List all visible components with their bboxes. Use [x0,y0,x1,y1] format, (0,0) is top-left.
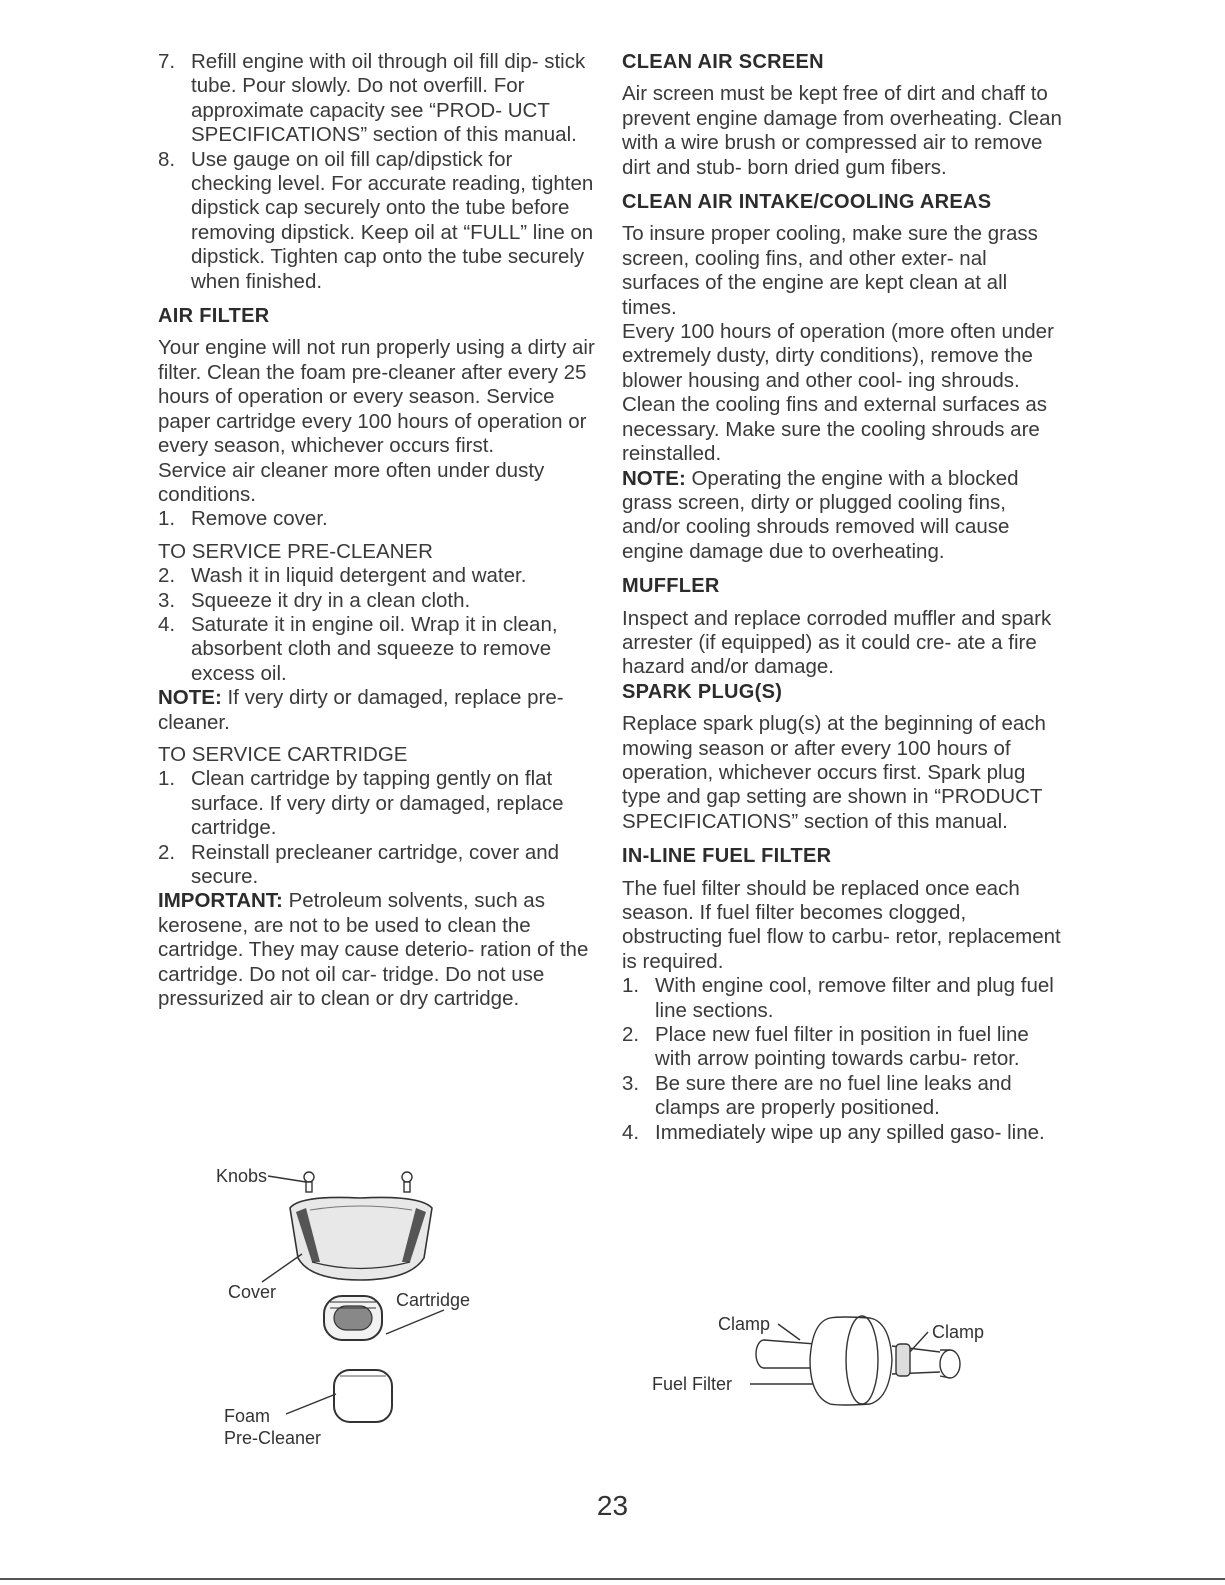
cover-leader-line [262,1254,302,1282]
cartridge-heading: TO SERVICE CARTRIDGE [158,742,408,766]
foam-leader-line [286,1394,336,1414]
intake-cooling-heading: CLEAN AIR INTAKE/COOLING AREAS [622,191,992,214]
spark-plug-heading: SPARK PLUG(S) [622,680,783,703]
note-label: NOTE: [158,686,222,710]
foam-pre-cleaner-icon [334,1370,392,1422]
step-text: Use gauge on oil fill cap/dipstick for checking level. For accurate reading, tighten dipstick cap securely onto the tube before removing dipstick. Keep oil at “FULL” line on dipstick. Tighten cap onto the tube securely when finished. [191,147,594,293]
note-text: Operating the engine with a blocked grass screen, dirty or plugged cooling fins, and/or cooling shrouds removed will cause engine damage due to overheating. [622,466,1019,563]
air-filter-heading: AIR FILTER [158,305,270,328]
step-number: 1. [158,767,176,791]
pre-cleaner-heading: TO SERVICE PRE-CLEANER [158,539,433,563]
oil-step-8 [158,148,598,294]
fuel-step-4 [622,1121,1067,1145]
bottom-rule [0,1578,1225,1580]
fuel-filter-heading: IN-LINE FUEL FILTER [622,845,832,868]
step-number: 2. [158,840,176,864]
spark-plug-paragraph: Replace spark plug(s) at the beginning of each mowing season or after every 100 hours of operation, whichever occurs first. Spark plug type and gap setting are shown in “PRODUCT SPECIFICATIONS” section of this manual. [622,712,1046,833]
cartridge-step-2 [158,841,598,890]
step-number: 7. [158,50,176,73]
step-number: 1. [622,974,640,998]
step-number: 1. [158,507,176,531]
clamp-left-label: Clamp [718,1314,771,1334]
fuel-filter-label: Fuel Filter [652,1374,733,1394]
intake-paragraph-2: Every 100 hours of operation (more often under extremely dusty, dirty conditions), remove the blower housing and other cool- ing shrouds. Clean the cooling fins and external surfaces as necessary. Make sure the cooling shrouds are reinstalled. [622,320,1054,466]
fuel-filter-icon [756,1316,960,1405]
pre-cleaner-step-2 [158,564,598,588]
clamp-left-leader-line [778,1324,800,1340]
fuel-step-3 [622,1072,1067,1121]
fuel-step-1 [622,974,1067,1023]
step-text: With engine cool, remove filter and plug fuel line sections. [655,974,1054,1022]
cartridge-leader-line [386,1310,444,1334]
knobs-leader-line [268,1176,306,1182]
muffler-paragraph: Inspect and replace corroded muffler and spark arrester (if equipped) as it could cre- ate a fire hazard and/or damage. [622,606,1052,679]
clamp-right-label: Clamp [932,1322,985,1342]
step-number: 4. [158,612,176,636]
knob-icon [304,1172,314,1192]
air-filter-paragraph: Your engine will not run properly using a dirty air filter. Clean the foam pre-cleaner after every 25 hours of operation or every season. Service paper cartridge every 100 hours of operation or every season, whichever occurs first. [158,336,595,458]
air-filter-paragraph-2: Service air cleaner more often under dusty conditions. [158,458,545,506]
knobs-label: Knobs [216,1166,268,1186]
air-filter-diagram [200,1150,540,1460]
page-number: 23 [596,1490,629,1521]
cover-label: Cover [228,1282,277,1302]
cartridge-step-1 [158,767,598,840]
air-screen-paragraph: Air screen must be kept free of dirt and chaff to prevent engine damage from overheating. Clean with a wire brush or compressed air to remove dirt and stub- born dried gum fibers. [622,82,1062,179]
step-text: Remove cover. [191,507,328,531]
step-number: 2. [158,564,176,588]
step-text: Saturate it in engine oil. Wrap it in clean, absorbent cloth and squeeze to remove excess oil. [191,612,558,685]
pre-cleaner-label: Pre-Cleaner [224,1428,322,1448]
note-text: If very dirty or damaged, replace pre-cleaner. [158,686,564,734]
step-text: Refill engine with oil through oil fill dip- stick tube. Pour slowly. Do not overfill. For approximate capacity see “PROD- UCT SPECIFICATIONS” section of this manual. [191,50,586,147]
left-column [158,50,598,1011]
step-number: 3. [622,1071,640,1095]
step-text: Squeeze it dry in a clean cloth. [191,588,471,612]
oil-step-7 [158,50,598,148]
cartridge-label: Cartridge [396,1290,471,1310]
step-number: 3. [158,588,176,612]
intake-paragraph: To insure proper cooling, make sure the grass screen, cooling fins, and other exter- nal surfaces of the engine are kept clean at all times. [622,222,1038,319]
air-filter-step-1 [158,507,598,531]
step-text: Wash it in liquid detergent and water. [191,564,527,588]
note-label: NOTE: [622,466,686,490]
step-number: 8. [158,147,176,171]
step-number: 2. [622,1023,640,1047]
knob-icon [402,1172,412,1192]
step-text: Reinstall precleaner cartridge, cover and secure. [191,840,560,888]
air-screen-heading: CLEAN AIR SCREEN [622,51,824,73]
important-text: Petroleum solvents, such as kerosene, are not to be used to clean the cartridge. They may cause deterio- ration of the cartridge. Do not oil car- tridge. Do not use pressurized air to clean or dry cartridge. [158,889,589,1011]
pre-cleaner-step-4 [158,613,598,686]
cover-icon [290,1197,432,1280]
pre-cleaner-note [158,686,598,735]
important-label: IMPORTANT: [158,889,283,913]
foam-label: Foam [224,1406,271,1426]
intake-note [622,467,1067,565]
step-text: Immediately wipe up any spilled gaso- line. [655,1120,1045,1144]
important-note [158,889,598,1011]
cartridge-icon [324,1296,382,1340]
right-column [622,50,1067,1145]
muffler-heading: MUFFLER [622,575,720,598]
step-text: Place new fuel filter in position in fuel line with arrow pointing towards carbu- retor. [655,1023,1029,1071]
fuel-step-2 [622,1023,1067,1072]
pre-cleaner-step-3 [158,589,598,613]
step-text: Clean cartridge by tapping gently on flat surface. If very dirty or damaged, replace cartridge. [191,767,564,840]
fuel-filter-diagram [640,1300,1020,1420]
step-text: Be sure there are no fuel line leaks and clamps are properly positioned. [655,1071,1012,1120]
fuel-filter-paragraph: The fuel filter should be replaced once each season. If fuel filter becomes clogged, obstructing fuel flow to carbu- retor, replacement is required. [622,876,1061,973]
step-number: 4. [622,1120,640,1144]
